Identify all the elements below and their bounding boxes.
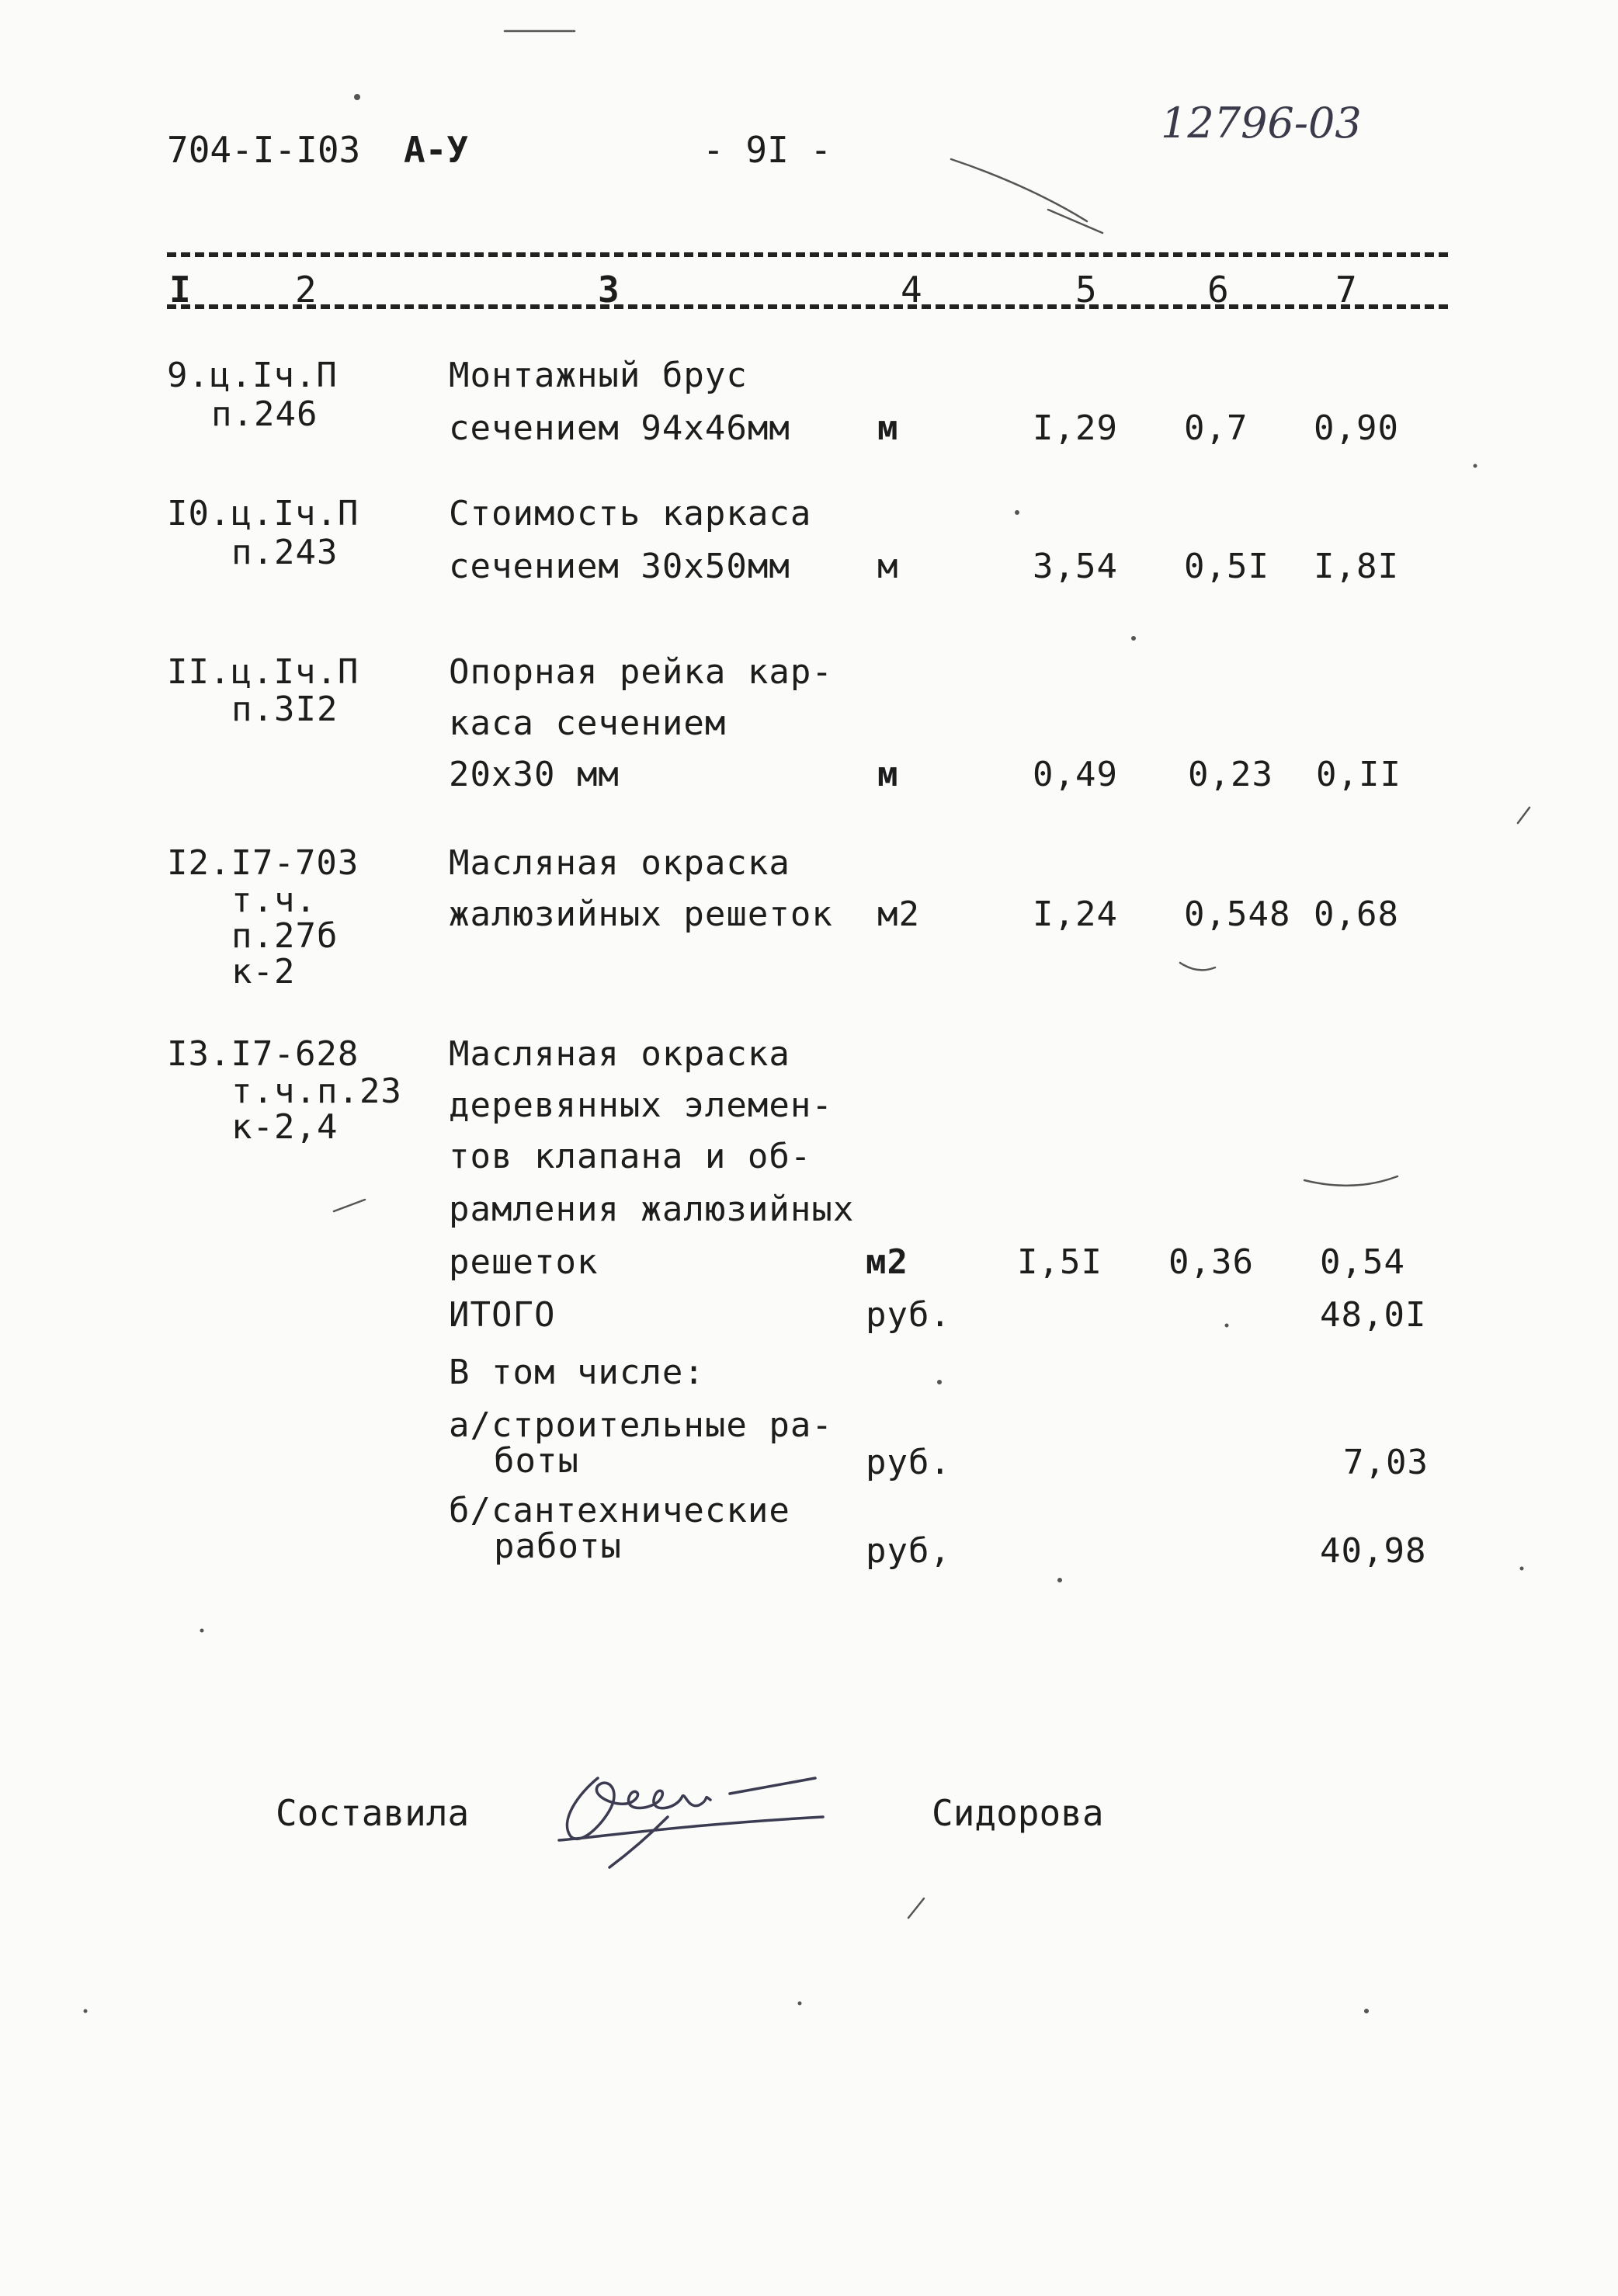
document-code: 704-I-I03 — [167, 129, 361, 171]
row-3-c5: 0,49 — [1033, 755, 1118, 794]
plumbing-label-2: работы — [494, 1527, 622, 1566]
plumbing-unit: руб, — [866, 1531, 951, 1571]
row-1-c6: 0,7 — [1184, 408, 1248, 448]
row-5-c7: 0,54 — [1320, 1242, 1405, 1282]
compiler-name: Сидорова — [932, 1792, 1104, 1834]
row-3-desc-2: каса сечением — [449, 703, 727, 743]
row-3-desc-1: Опорная рейка кар- — [449, 652, 833, 692]
row-3-unit: м — [877, 755, 899, 794]
row-4-unit: м2 — [877, 894, 920, 934]
row-1-unit: м — [877, 408, 899, 448]
row-5-ref-3: к-2,4 — [231, 1107, 339, 1147]
col-header-7: 7 — [1335, 269, 1357, 311]
row-4-ref-1: I2.I7-703 — [167, 843, 359, 883]
row-4-c6: 0,548 — [1184, 894, 1291, 934]
row-3-c6: 0,23 — [1188, 755, 1273, 794]
row-4-c5: I,24 — [1033, 894, 1118, 934]
plumbing-label-1: б/сантехнические — [449, 1491, 790, 1530]
row-2-ref-2: п.243 — [231, 533, 339, 572]
row-3-desc-3: 20х30 мм — [449, 755, 620, 794]
row-5-c6: 0,36 — [1168, 1242, 1254, 1282]
col-header-1: I — [169, 269, 191, 311]
document-stage: А-У — [404, 129, 469, 171]
row-4-desc-1: Масляная окраска — [449, 843, 790, 883]
row-3-ref-1: II.ц.Iч.П — [167, 652, 359, 692]
total-label: ИТОГО — [449, 1295, 556, 1335]
col-header-2: 2 — [295, 269, 317, 311]
row-1-ref-2: п.246 — [211, 394, 318, 434]
compiled-by-label: Составила — [276, 1792, 470, 1834]
row-2-ref-1: I0.ц.Iч.П — [167, 494, 359, 533]
handwritten-number: 12796-03 — [1161, 99, 1362, 148]
handwritten-arc-mark — [334, 31, 1529, 1918]
row-1-ref-1: 9.ц.Iч.П — [167, 356, 338, 395]
row-1-c5: I,29 — [1033, 408, 1118, 448]
row-2-desc-2: сечением 30х50мм — [449, 547, 790, 586]
row-5-desc-1: Масляная окраска — [449, 1034, 790, 1074]
construction-label-1: а/строительные ра- — [449, 1405, 833, 1445]
row-5-unit: м2 — [866, 1242, 908, 1282]
including-label: В том числе: — [449, 1353, 705, 1392]
row-2-c5: 3,54 — [1033, 547, 1118, 586]
row-2-c6: 0,5I — [1184, 547, 1269, 586]
row-4-desc-2: жалюзийных решеток — [449, 894, 833, 934]
row-5-desc-3: тов клапана и об- — [449, 1137, 812, 1176]
page-number: - 9I - — [703, 129, 832, 171]
total-value: 48,0I — [1320, 1295, 1427, 1335]
signature — [559, 1778, 823, 1867]
row-1-desc-2: сечением 94х46мм — [449, 408, 790, 448]
construction-unit: руб. — [866, 1443, 951, 1482]
row-2-desc-1: Стоимость каркаса — [449, 494, 812, 533]
row-4-ref-4: к-2 — [231, 952, 296, 992]
row-5-desc-5: решеток — [449, 1242, 599, 1282]
row-1-c7: 0,90 — [1314, 408, 1399, 448]
row-5-ref-2: т.ч.п.23 — [231, 1072, 402, 1111]
row-1-desc-1: Монтажный брус — [449, 356, 748, 395]
row-4-ref-2: т.ч. — [231, 881, 317, 920]
row-2-unit: м — [877, 547, 899, 586]
row-4-c7: 0,68 — [1314, 894, 1399, 934]
construction-value: 7,03 — [1343, 1443, 1429, 1482]
row-3-c7: 0,II — [1316, 755, 1401, 794]
col-header-4: 4 — [901, 269, 922, 311]
plumbing-value: 40,98 — [1320, 1531, 1427, 1571]
row-5-desc-4: рамления жалюзийных — [449, 1190, 855, 1229]
total-unit: руб. — [866, 1295, 951, 1335]
row-5-desc-2: деревянных элемен- — [449, 1085, 833, 1125]
col-header-6: 6 — [1207, 269, 1229, 311]
row-3-ref-2: п.3I2 — [231, 689, 339, 729]
row-5-ref-1: I3.I7-628 — [167, 1034, 359, 1074]
row-4-ref-3: п.27б — [231, 916, 339, 956]
paper-specks — [84, 94, 1524, 2013]
row-2-c7: I,8I — [1314, 547, 1399, 586]
row-5-c5: I,5I — [1017, 1242, 1102, 1282]
col-header-5: 5 — [1075, 269, 1097, 311]
col-header-3: 3 — [598, 269, 620, 311]
construction-label-2: боты — [494, 1441, 579, 1481]
